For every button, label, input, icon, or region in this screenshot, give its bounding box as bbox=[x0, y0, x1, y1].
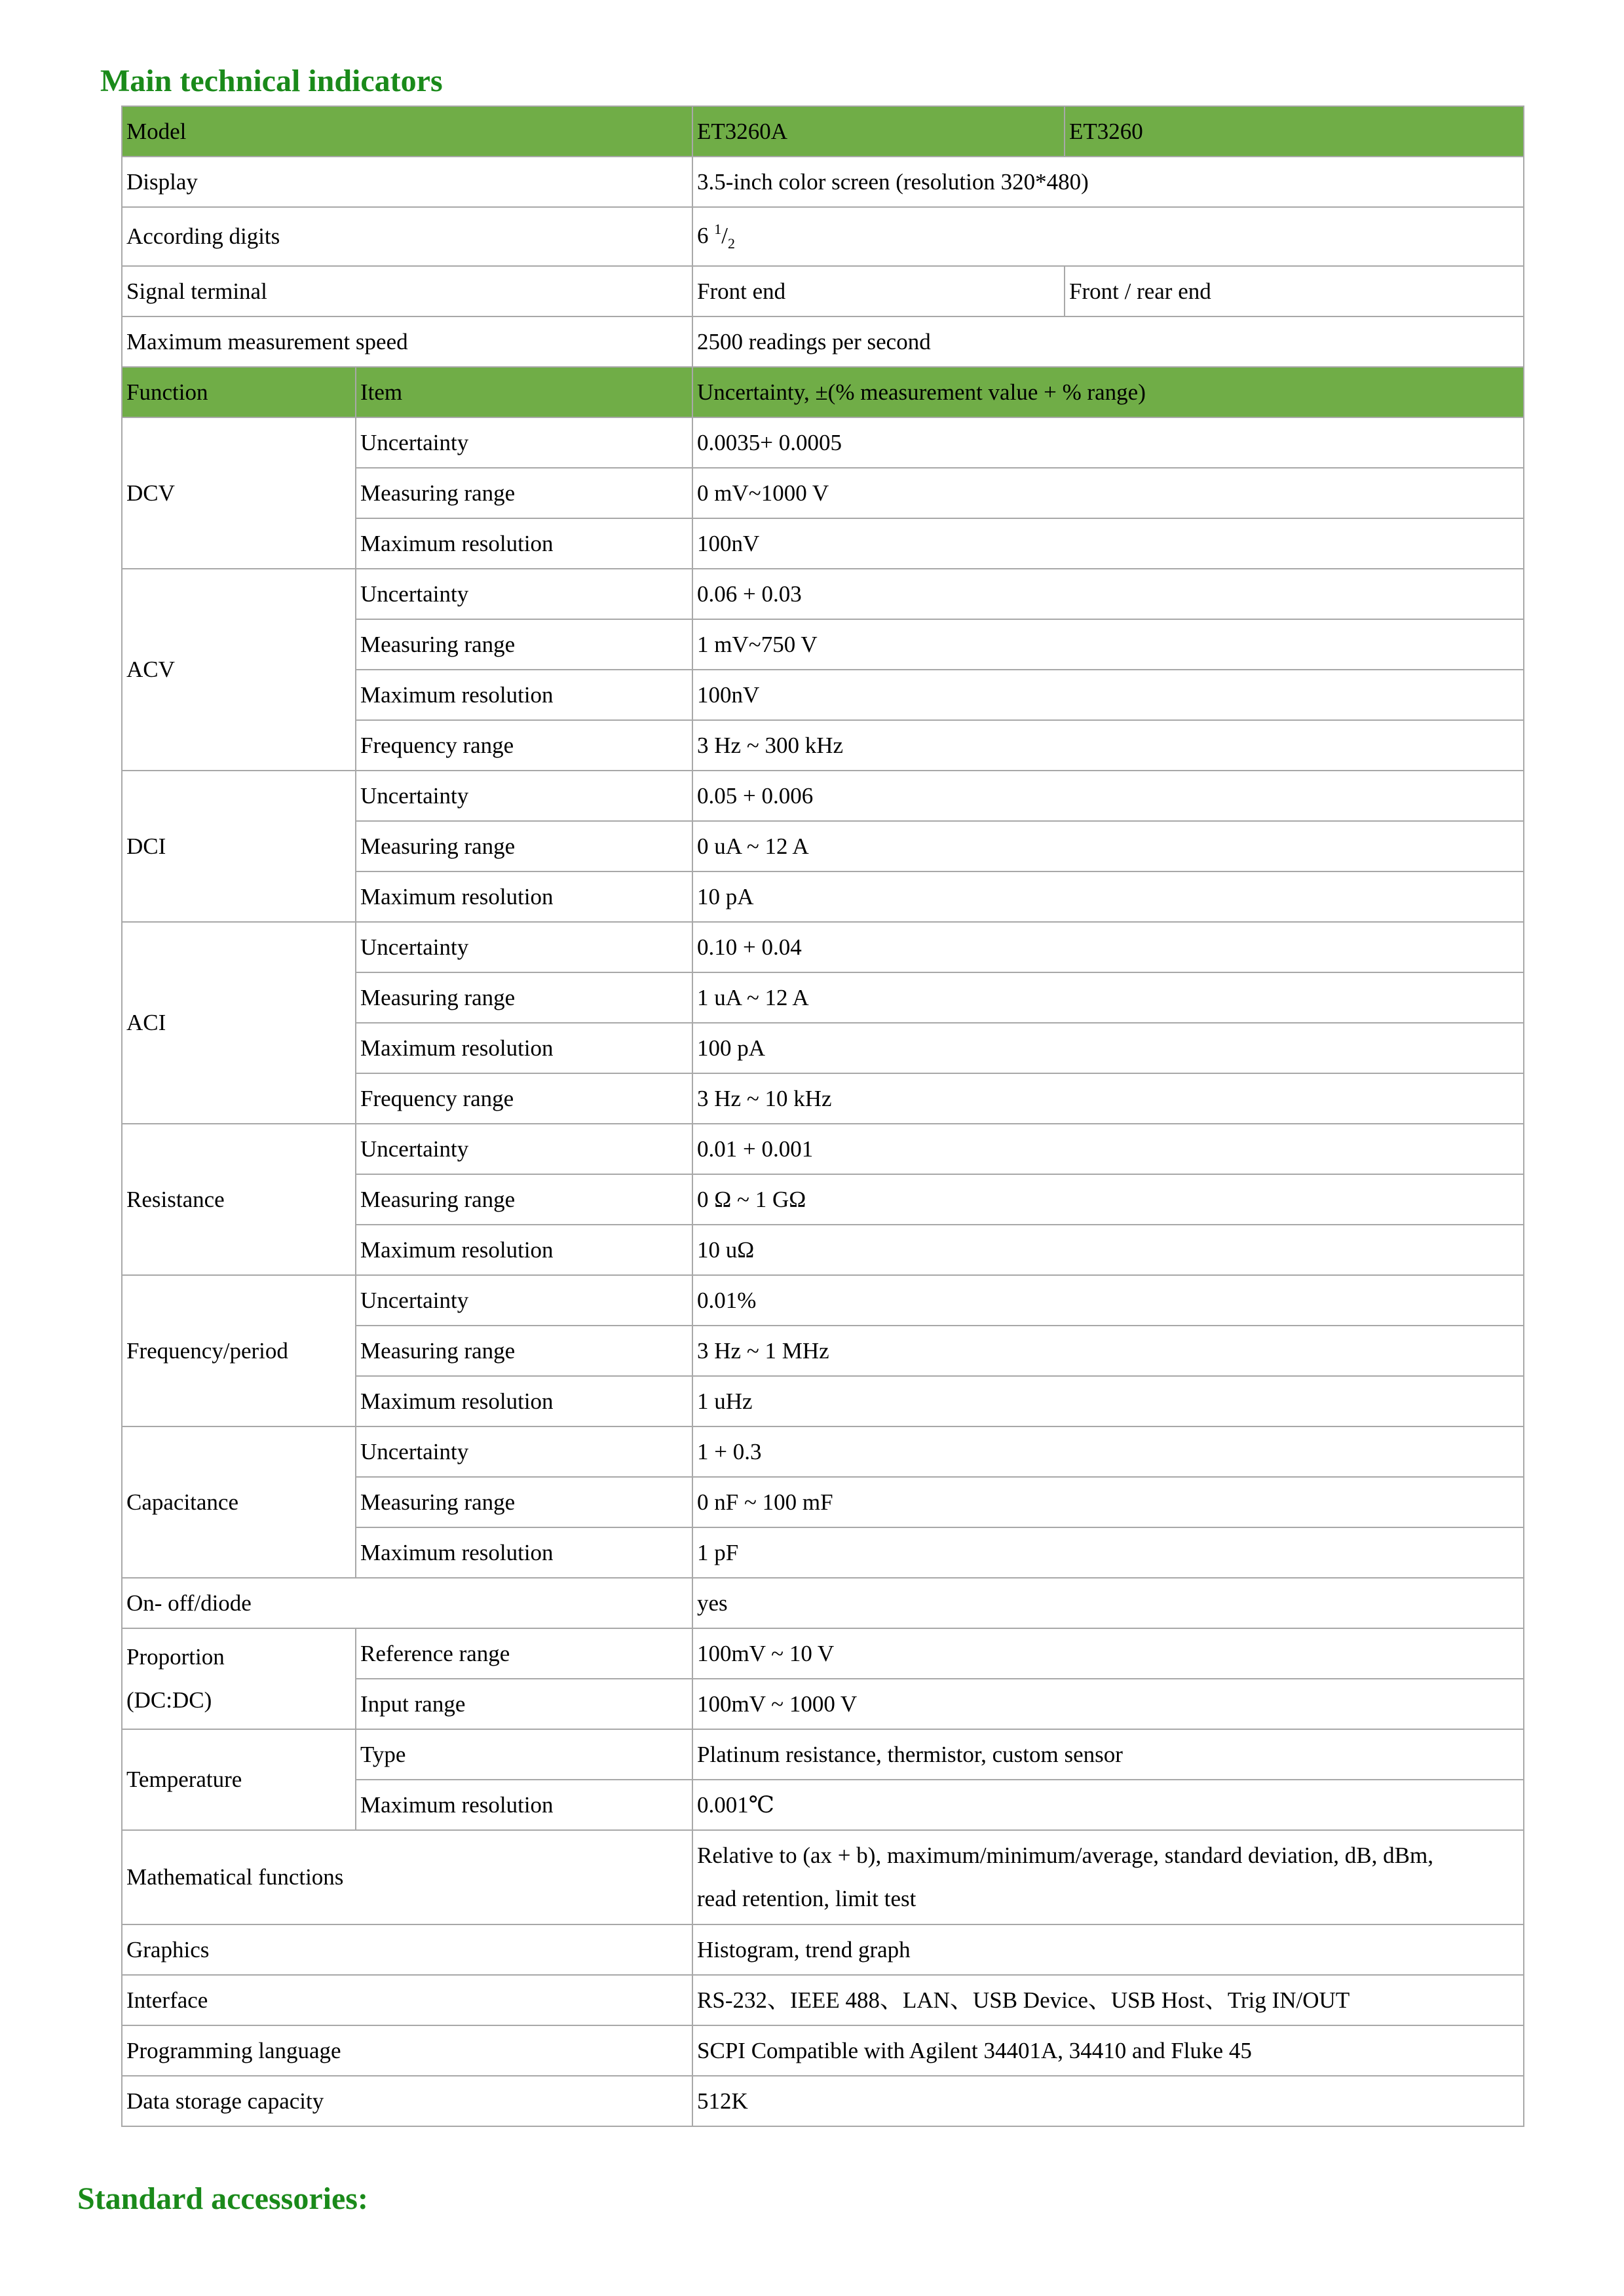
function-item: Maximum resolution bbox=[356, 871, 692, 922]
function-value: 1 pF bbox=[692, 1527, 1524, 1578]
math-value-line1: Relative to (ax + b), maximum/minimum/average, standard deviation, dB, dBm, bbox=[697, 1843, 1433, 1868]
function-value: 3 Hz ~ 300 kHz bbox=[692, 720, 1524, 771]
storage-value: 512K bbox=[692, 2076, 1524, 2126]
math-value-line2: read retention, limit test bbox=[697, 1886, 916, 1911]
function-item: Measuring range bbox=[356, 1174, 692, 1225]
function-row bbox=[122, 771, 1524, 821]
function-item: Maximum resolution bbox=[356, 670, 692, 720]
function-header-row bbox=[122, 367, 1524, 417]
function-value: 0.01% bbox=[692, 1275, 1524, 1326]
function-value: 1 uA ~ 12 A bbox=[692, 972, 1524, 1023]
function-row bbox=[122, 417, 1524, 468]
storage-row bbox=[122, 2076, 1524, 2126]
terminal-a: Front end bbox=[692, 266, 1065, 316]
function-value: 1 mV~750 V bbox=[692, 619, 1524, 670]
proportion-label-line2: (DC:DC) bbox=[126, 1687, 212, 1713]
function-item: Measuring range bbox=[356, 821, 692, 871]
function-value: 0 nF ~ 100 mF bbox=[692, 1477, 1524, 1527]
function-value: 10 pA bbox=[692, 871, 1524, 922]
proportion-label-line1: Proportion bbox=[126, 1644, 225, 1670]
proportion-item: Reference range bbox=[356, 1628, 692, 1679]
math-value bbox=[692, 1830, 1524, 1924]
function-row bbox=[122, 922, 1524, 972]
function-value: 3 Hz ~ 1 MHz bbox=[692, 1326, 1524, 1376]
function-item: Uncertainty bbox=[356, 771, 692, 821]
function-item: Uncertainty bbox=[356, 1426, 692, 1477]
function-value: 0.0035+ 0.0005 bbox=[692, 417, 1524, 468]
function-name: Frequency/period bbox=[122, 1275, 356, 1426]
function-item: Uncertainty bbox=[356, 922, 692, 972]
function-item: Uncertainty bbox=[356, 417, 692, 468]
programming-value: SCPI Compatible with Agilent 34401A, 34410 and Fluke 45 bbox=[692, 2025, 1524, 2076]
function-name: ACI bbox=[122, 922, 356, 1124]
speed-row bbox=[122, 316, 1524, 367]
function-item: Maximum resolution bbox=[356, 1527, 692, 1578]
onoff-label: On- off/diode bbox=[122, 1578, 692, 1628]
proportion-value: 100mV ~ 1000 V bbox=[692, 1679, 1524, 1729]
function-value: 0.10 + 0.04 bbox=[692, 922, 1524, 972]
interface-label: Interface bbox=[122, 1975, 692, 2025]
function-item: Frequency range bbox=[356, 720, 692, 771]
function-item: Maximum resolution bbox=[356, 1023, 692, 1073]
model-a: ET3260A bbox=[692, 106, 1065, 157]
function-item: Measuring range bbox=[356, 1326, 692, 1376]
digits-label: According digits bbox=[122, 207, 692, 266]
speed-label: Maximum measurement speed bbox=[122, 316, 692, 367]
math-label: Mathematical functions bbox=[122, 1830, 692, 1924]
function-value: 1 + 0.3 bbox=[692, 1426, 1524, 1477]
temperature-value: 0.001℃ bbox=[692, 1780, 1524, 1830]
temperature-row bbox=[122, 1729, 1524, 1780]
digits-numerator: 1 bbox=[714, 221, 722, 237]
temperature-item: Type bbox=[356, 1729, 692, 1780]
graphics-value: Histogram, trend graph bbox=[692, 1924, 1524, 1975]
function-value: 0 mV~1000 V bbox=[692, 468, 1524, 518]
function-value: 0.01 + 0.001 bbox=[692, 1124, 1524, 1174]
function-name: Capacitance bbox=[122, 1426, 356, 1578]
terminal-row bbox=[122, 266, 1524, 316]
math-row bbox=[122, 1830, 1524, 1924]
digits-whole: 6 bbox=[697, 223, 709, 248]
uncertainty-header: Uncertainty, ±(% measurement value + % range) bbox=[692, 367, 1524, 417]
temperature-label: Temperature bbox=[122, 1729, 356, 1830]
function-value: 0 uA ~ 12 A bbox=[692, 821, 1524, 871]
display-label: Display bbox=[122, 157, 692, 207]
function-item: Measuring range bbox=[356, 619, 692, 670]
function-value: 10 uΩ bbox=[692, 1225, 1524, 1275]
spec-table bbox=[121, 105, 1524, 2127]
proportion-item: Input range bbox=[356, 1679, 692, 1729]
page-title: Main technical indicators bbox=[100, 64, 443, 98]
function-value: 100nV bbox=[692, 518, 1524, 569]
function-value: 0.05 + 0.006 bbox=[692, 771, 1524, 821]
digits-value: 6 $^1/_2$ bbox=[692, 207, 1524, 266]
onoff-row bbox=[122, 1578, 1524, 1628]
temperature-value: Platinum resistance, thermistor, custom sensor bbox=[692, 1729, 1524, 1780]
temperature-item: Maximum resolution bbox=[356, 1780, 692, 1830]
function-item: Maximum resolution bbox=[356, 1225, 692, 1275]
function-name: Resistance bbox=[122, 1124, 356, 1275]
function-item: Measuring range bbox=[356, 972, 692, 1023]
function-row bbox=[122, 1124, 1524, 1174]
function-value: 3 Hz ~ 10 kHz bbox=[692, 1073, 1524, 1124]
function-name: DCV bbox=[122, 417, 356, 569]
model-b: ET3260 bbox=[1065, 106, 1524, 157]
function-item: Measuring range bbox=[356, 468, 692, 518]
model-label: Model bbox=[122, 106, 692, 157]
function-item: Maximum resolution bbox=[356, 518, 692, 569]
storage-label: Data storage capacity bbox=[122, 2076, 692, 2126]
function-value: 100nV bbox=[692, 670, 1524, 720]
display-row bbox=[122, 157, 1524, 207]
graphics-label: Graphics bbox=[122, 1924, 692, 1975]
proportion-value: 100mV ~ 10 V bbox=[692, 1628, 1524, 1679]
function-value: 0 Ω ~ 1 GΩ bbox=[692, 1174, 1524, 1225]
digits-row bbox=[122, 207, 1524, 266]
function-row bbox=[122, 1426, 1524, 1477]
interface-row bbox=[122, 1975, 1524, 2025]
function-name: ACV bbox=[122, 569, 356, 771]
function-item: Measuring range bbox=[356, 1477, 692, 1527]
function-header: Function bbox=[122, 367, 356, 417]
function-value: 1 uHz bbox=[692, 1376, 1524, 1426]
onoff-value: yes bbox=[692, 1578, 1524, 1628]
model-header-row bbox=[122, 106, 1524, 157]
function-item: Maximum resolution bbox=[356, 1376, 692, 1426]
function-row bbox=[122, 1275, 1524, 1326]
function-item: Uncertainty bbox=[356, 1124, 692, 1174]
proportion-row bbox=[122, 1628, 1524, 1679]
programming-row bbox=[122, 2025, 1524, 2076]
proportion-label bbox=[122, 1628, 356, 1729]
speed-value: 2500 readings per second bbox=[692, 316, 1524, 367]
digits-denominator: 2 bbox=[728, 235, 735, 252]
function-item: Frequency range bbox=[356, 1073, 692, 1124]
function-item: Uncertainty bbox=[356, 569, 692, 619]
programming-label: Programming language bbox=[122, 2025, 692, 2076]
interface-value: RS-232、IEEE 488、LAN、USB Device、USB Host、Trig IN/OUT bbox=[692, 1975, 1524, 2025]
terminal-b: Front / rear end bbox=[1065, 266, 1524, 316]
display-value: 3.5-inch color screen (resolution 320*480) bbox=[692, 157, 1524, 207]
function-name: DCI bbox=[122, 771, 356, 922]
item-header: Item bbox=[356, 367, 692, 417]
accessories-title: Standard accessories: bbox=[77, 2181, 368, 2216]
function-row bbox=[122, 569, 1524, 619]
function-value: 100 pA bbox=[692, 1023, 1524, 1073]
function-value: 0.06 + 0.03 bbox=[692, 569, 1524, 619]
graphics-row bbox=[122, 1924, 1524, 1975]
terminal-label: Signal terminal bbox=[122, 266, 692, 316]
function-item: Uncertainty bbox=[356, 1275, 692, 1326]
